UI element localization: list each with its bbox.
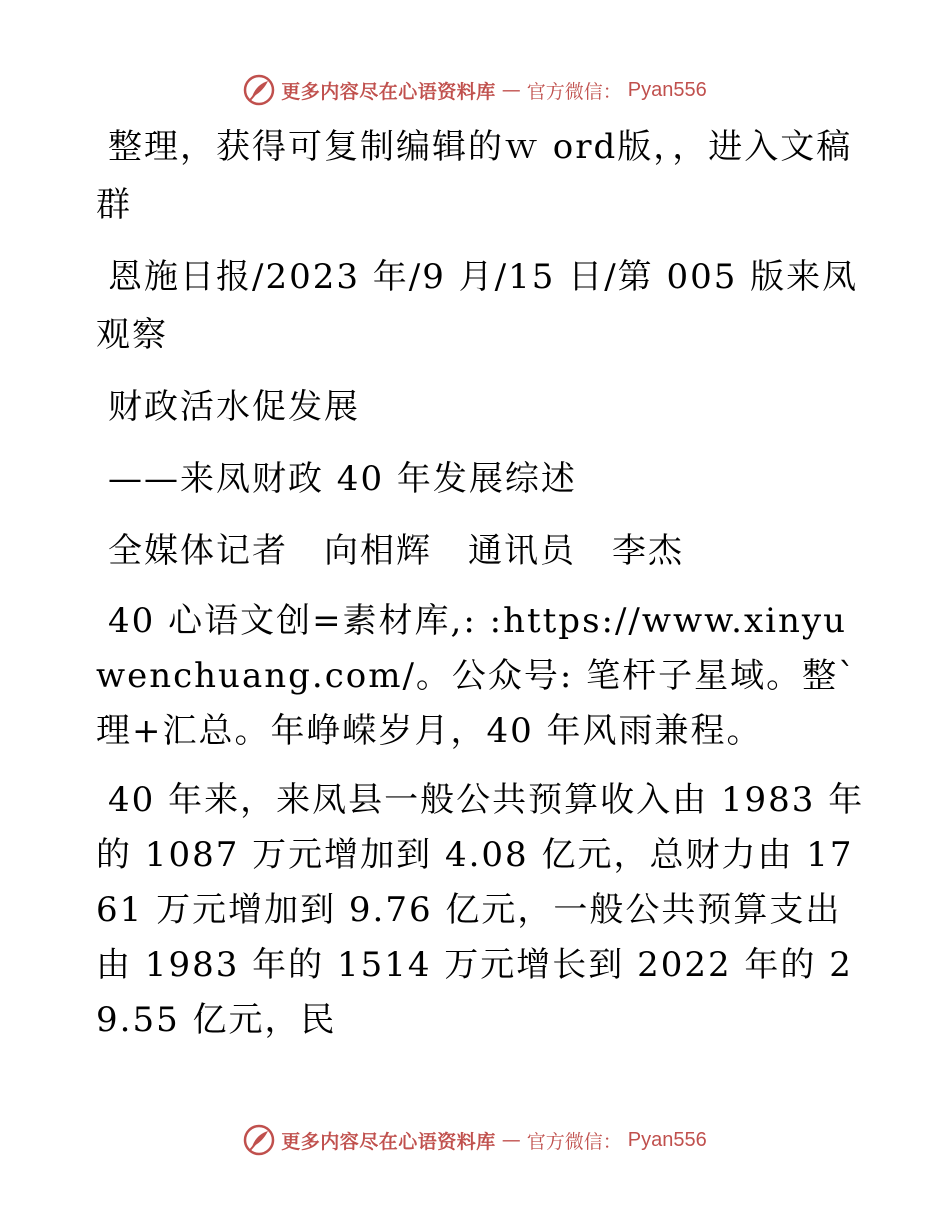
watermark-wechat-id: Pyan556 <box>627 78 707 101</box>
source-line: 恩施日报/2023 年/9 月/15 日/第 005 版来凤观察 <box>96 257 859 355</box>
watermark-wechat-label: 官方微信： <box>526 1130 622 1153</box>
paragraph-body: 40 年来，来凤县一般公共预算收入由 1983 年的 1087 万元增加到 4.08 亿元，总财力由 1761 万元增加到 9.76 亿元，一般公共预算支出由 1983 年的 1514 万元增长到 2022 年的 29.55 亿元，民 <box>96 780 865 1040</box>
byline: 全媒体记者 向相辉 通讯员 李杰 <box>108 531 684 571</box>
watermark-header <box>0 70 950 110</box>
watermark-separator: — <box>501 79 521 101</box>
watermark-text: 更多内容尽在心语资料库 <box>281 80 496 103</box>
article-subtitle: ——来凤财政 40 年发展综述 <box>108 459 577 499</box>
document-body <box>96 118 866 1048</box>
article-title: 财政活水促发展 <box>108 387 360 427</box>
watermark-wechat-label: 官方微信： <box>526 80 622 103</box>
watermark-text: 更多内容尽在心语资料库 <box>281 1130 496 1153</box>
intro-line: 整理，获得可复制编辑的ｗ ord版，，进入文稿群 <box>96 127 853 225</box>
watermark-separator: — <box>501 1129 521 1151</box>
paragraph-intro: 40 心语文创=素材库,: :https://www.xinyuwenchuang.com/。公众号: 笔杆子星域。整`理+汇总。年峥嵘岁月，40 年风雨兼程。 <box>96 601 858 751</box>
watermark-wechat-id: Pyan556 <box>627 1128 707 1151</box>
watermark-footer <box>0 1120 950 1160</box>
feather-logo-icon <box>243 74 275 106</box>
feather-logo-icon <box>243 1124 275 1156</box>
